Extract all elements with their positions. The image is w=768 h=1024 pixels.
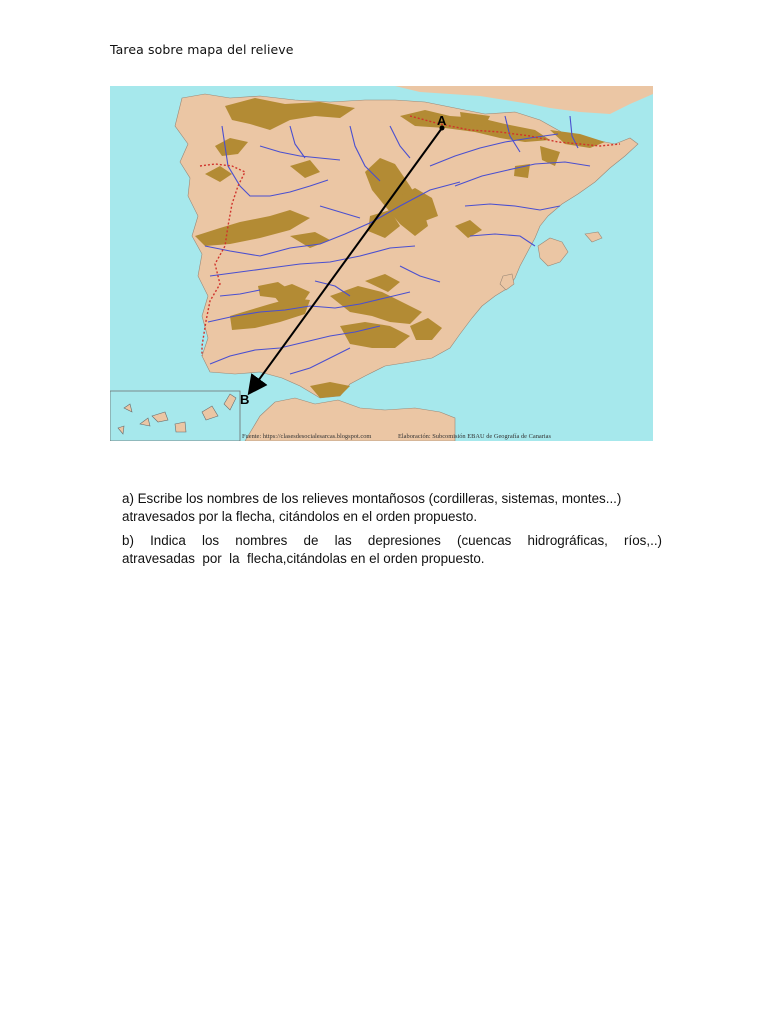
question-b-line-2: atravesadas por la flecha,citándolas en el orden propuesto.: [122, 550, 485, 566]
question-b-line-1: b) Indica los nombres de las depresiones (cuencas hidrográficas, ríos,..): [122, 533, 662, 548]
label-b: B: [240, 392, 250, 407]
relief-map: [110, 86, 653, 441]
question-a: [122, 490, 662, 525]
credit-text: Elaboración: Subcomisión EBAU de Geografía de Canarias: [398, 433, 551, 440]
questions-block: [122, 490, 662, 574]
canary-inset-frame: [110, 391, 240, 441]
source-text: Fuente: https://clasesdesocialesarcas.blogspot.com: [242, 433, 372, 440]
document-title: Tarea sobre mapa del relieve: [110, 42, 294, 57]
question-b: [122, 532, 662, 567]
question-a-line-2: atravesados por la flecha, citándolos en el orden propuesto.: [122, 508, 478, 524]
canary-island-5: [175, 422, 186, 432]
label-a: A: [437, 113, 447, 128]
question-a-line-1: a) Escribe los nombres de los relieves montañosos (cordilleras, sistemas, montes...): [122, 491, 622, 506]
